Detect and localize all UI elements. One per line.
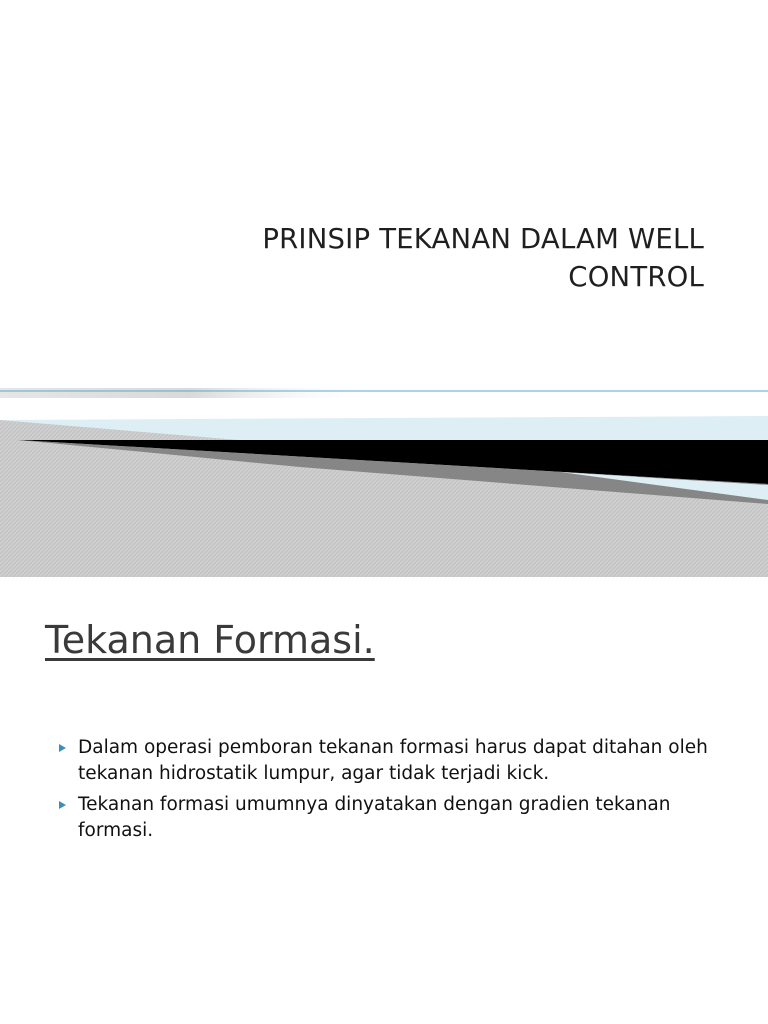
section-heading: Tekanan Formasi.: [45, 618, 375, 662]
bullet-arrow-icon: [59, 801, 66, 809]
faint-bar: [0, 388, 380, 398]
bullet-text-1: Dalam operasi pemboran tekanan formasi harus dapat ditahan oleh tekanan hidrostatik lumpur, agar tidak terjadi kick.: [78, 737, 708, 784]
bullet-item-1: [58, 735, 708, 787]
bullet-arrow-icon: [59, 744, 66, 752]
content-slide: [0, 577, 768, 1024]
bullet-text-2: Tekanan formasi umumnya dinyatakan dengan gradien tekanan formasi.: [78, 794, 671, 841]
bullet-list: [58, 735, 708, 849]
slide-title: [104, 220, 704, 296]
decorative-banner: [0, 382, 768, 577]
bullet-item-2: [58, 792, 708, 844]
slide-title-line-2: CONTROL: [568, 261, 704, 293]
slide-title-line-1: PRINSIP TEKANAN DALAM WELL: [262, 223, 704, 255]
